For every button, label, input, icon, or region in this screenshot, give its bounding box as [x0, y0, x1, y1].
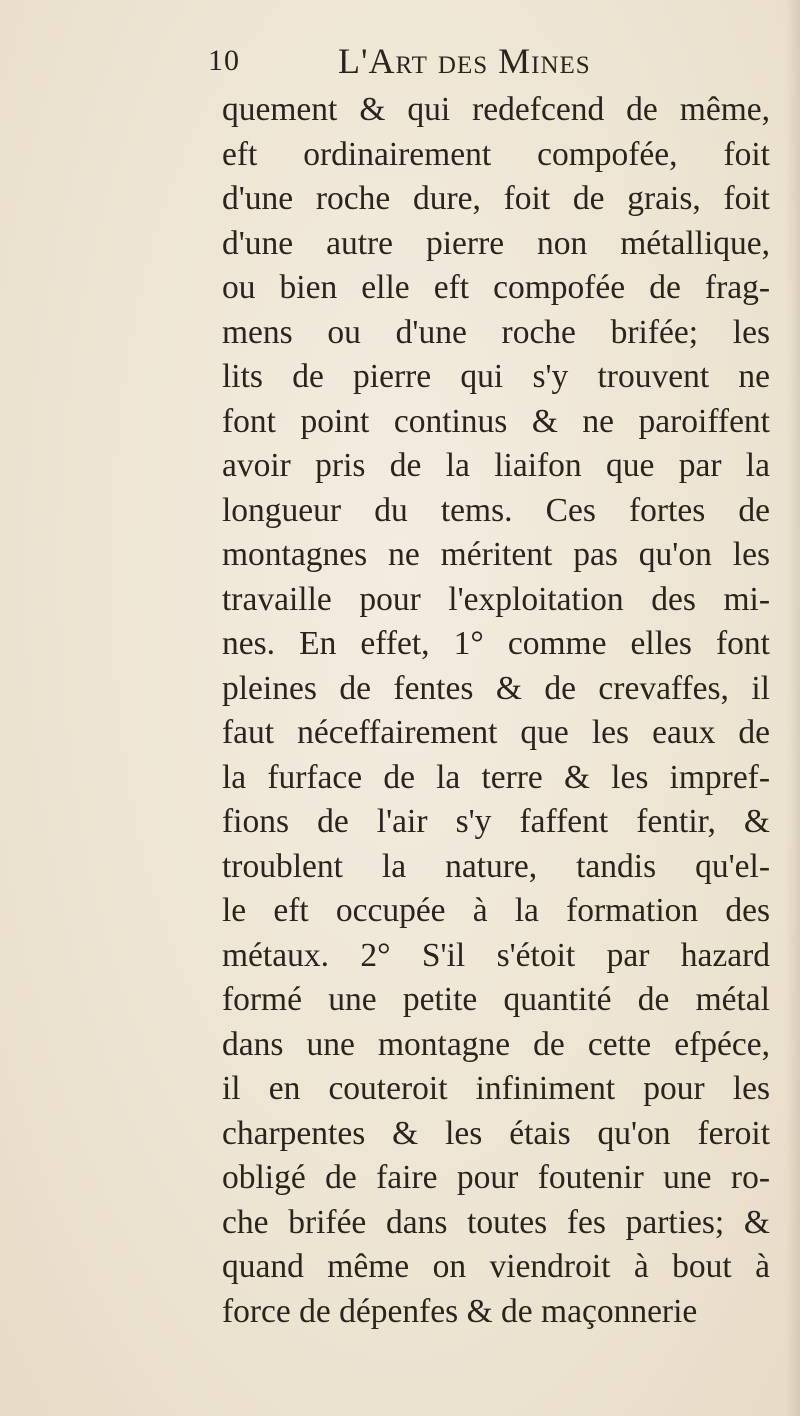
text-line: quand même on viendroit à bout à: [222, 1248, 770, 1285]
text-line: nes. En effet, 1° comme elles font: [222, 625, 770, 662]
text-line: eft ordinairement compofée, foit: [222, 135, 770, 173]
text-line: avoir pris de la liaifon que par la: [222, 447, 770, 484]
text-line: la furface de la terre & les impref-: [222, 758, 770, 796]
text-line: che brifée dans toutes fes parties; &: [222, 1203, 770, 1241]
text-line: charpentes & les étais qu'on feroit: [222, 1114, 770, 1152]
page-number: 10: [208, 44, 240, 77]
text-line: quement & qui redefcend de même,: [222, 91, 770, 128]
text-line: obligé de faire pour foutenir une ro-: [222, 1159, 770, 1196]
text-line: force de dépenfes & de maçonnerie: [222, 1292, 698, 1330]
body-text: [222, 88, 770, 1334]
text-line: longueur du tems. Ces fortes de: [222, 491, 770, 529]
text-line: d'une autre pierre non métallique,: [222, 224, 770, 262]
text-line: le eft occupée à la formation des: [222, 892, 770, 929]
text-line: travaille pour l'exploitation des mi-: [222, 580, 770, 618]
text-line: pleines de fentes & de crevaffes, il: [222, 669, 770, 707]
text-line: d'une roche dure, foit de grais, foit: [222, 180, 770, 217]
text-line: ou bien elle eft compofée de frag-: [222, 269, 770, 306]
running-title: L'Art des Mines: [338, 41, 591, 81]
text-line: troublent la nature, tandis qu'el-: [222, 847, 770, 885]
text-line: fions de l'air s'y faffent fentir, &: [222, 803, 770, 840]
page-header: [208, 41, 628, 84]
page-edge-shadow: [786, 0, 800, 1416]
text-line: montagnes ne méritent pas qu'on les: [222, 536, 770, 573]
text-line: métaux. 2° S'il s'étoit par hazard: [222, 936, 770, 974]
text-line: lits de pierre qui s'y trouvent ne: [222, 358, 770, 395]
text-line: dans une montagne de cette efpéce,: [222, 1025, 770, 1063]
text-line: formé une petite quantité de métal: [222, 981, 770, 1018]
text-line: mens ou d'une roche brifée; les: [222, 313, 770, 351]
text-line: il en couteroit infiniment pour les: [222, 1070, 770, 1107]
text-line: font point continus & ne paroiffent: [222, 402, 770, 440]
text-line: faut néceffairement que les eaux de: [222, 714, 770, 751]
